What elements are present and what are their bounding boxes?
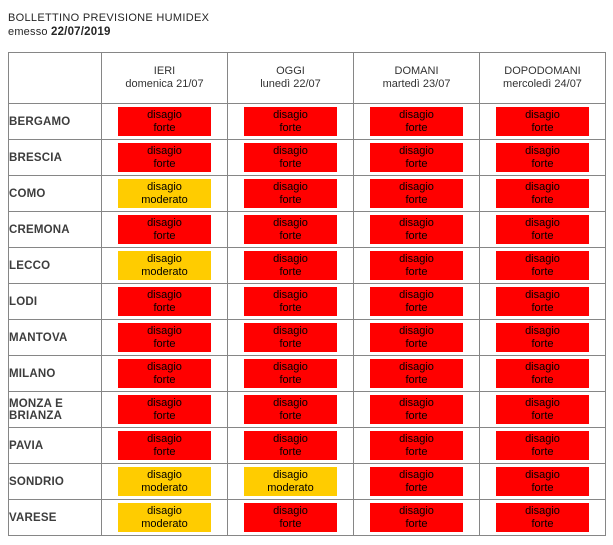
humidex-badge-forte bbox=[496, 107, 589, 136]
badge-line1: disagio bbox=[147, 109, 182, 121]
table-row bbox=[9, 320, 606, 356]
table-row bbox=[9, 428, 606, 464]
forecast-cell bbox=[480, 500, 606, 536]
badge-line2: forte bbox=[405, 302, 428, 314]
badge-line2: forte bbox=[279, 122, 302, 134]
badge-line1: disagio bbox=[147, 289, 182, 301]
badge-line1: disagio bbox=[399, 505, 434, 517]
forecast-table-body bbox=[9, 104, 606, 536]
humidex-badge-forte bbox=[496, 287, 589, 316]
humidex-badge-forte bbox=[370, 503, 463, 532]
forecast-cell bbox=[102, 212, 228, 248]
badge-line1: disagio bbox=[273, 289, 308, 301]
badge-line2: forte bbox=[531, 122, 554, 134]
badge-line1: disagio bbox=[525, 505, 560, 517]
province-label: SONDRIO bbox=[9, 464, 102, 500]
badge-line1: disagio bbox=[399, 217, 434, 229]
badge-line1: disagio bbox=[273, 217, 308, 229]
badge-line2: forte bbox=[531, 302, 554, 314]
badge-line2: forte bbox=[531, 338, 554, 350]
forecast-cell bbox=[228, 140, 354, 176]
issued-line bbox=[8, 25, 613, 39]
table-row bbox=[9, 356, 606, 392]
table-row bbox=[9, 140, 606, 176]
badge-line1: disagio bbox=[273, 469, 308, 481]
badge-line2: forte bbox=[153, 158, 176, 170]
badge-line1: disagio bbox=[273, 253, 308, 265]
forecast-cell bbox=[354, 140, 480, 176]
badge-line1: disagio bbox=[399, 361, 434, 373]
forecast-cell bbox=[480, 320, 606, 356]
humidex-badge-forte bbox=[496, 503, 589, 532]
table-row bbox=[9, 104, 606, 140]
humidex-badge-forte bbox=[244, 503, 337, 532]
badge-line1: disagio bbox=[273, 109, 308, 121]
badge-line2: forte bbox=[531, 158, 554, 170]
badge-line2: forte bbox=[405, 518, 428, 530]
humidex-badge-moderato bbox=[118, 503, 211, 532]
humidex-badge-forte bbox=[118, 323, 211, 352]
humidex-badge-forte bbox=[496, 143, 589, 172]
badge-line2: forte bbox=[153, 338, 176, 350]
humidex-badge-forte bbox=[244, 431, 337, 460]
humidex-badge-forte bbox=[496, 179, 589, 208]
badge-line1: disagio bbox=[399, 397, 434, 409]
badge-line1: disagio bbox=[525, 109, 560, 121]
badge-line1: disagio bbox=[399, 289, 434, 301]
province-label: CREMONA bbox=[9, 212, 102, 248]
badge-line2: forte bbox=[153, 230, 176, 242]
badge-line2: forte bbox=[405, 122, 428, 134]
badge-line2: moderato bbox=[267, 482, 314, 494]
forecast-cell bbox=[102, 140, 228, 176]
badge-line2: forte bbox=[531, 518, 554, 530]
humidex-badge-forte bbox=[244, 395, 337, 424]
badge-line1: disagio bbox=[525, 397, 560, 409]
badge-line2: forte bbox=[531, 374, 554, 386]
humidex-badge-forte bbox=[496, 215, 589, 244]
badge-line1: disagio bbox=[399, 181, 434, 193]
humidex-badge-forte bbox=[118, 215, 211, 244]
badge-line2: forte bbox=[279, 266, 302, 278]
forecast-cell bbox=[228, 212, 354, 248]
column-header-oggi bbox=[228, 53, 354, 104]
badge-line1: disagio bbox=[147, 433, 182, 445]
province-label: LECCO bbox=[9, 248, 102, 284]
day-date: martedì 23/07 bbox=[382, 78, 451, 90]
humidex-badge-forte bbox=[496, 467, 589, 496]
forecast-cell bbox=[228, 500, 354, 536]
badge-line1: disagio bbox=[147, 505, 182, 517]
column-header-ieri bbox=[102, 53, 228, 104]
badge-line2: forte bbox=[405, 158, 428, 170]
bulletin-title: BOLLETTINO PREVISIONE HUMIDEX bbox=[8, 12, 210, 24]
forecast-cell bbox=[354, 464, 480, 500]
humidex-badge-forte bbox=[370, 287, 463, 316]
day-label: IERI bbox=[153, 65, 176, 77]
humidex-badge-moderato bbox=[244, 467, 337, 496]
forecast-cell bbox=[354, 104, 480, 140]
forecast-cell bbox=[228, 356, 354, 392]
humidex-badge-forte bbox=[244, 179, 337, 208]
forecast-cell bbox=[354, 284, 480, 320]
badge-line1: disagio bbox=[399, 469, 434, 481]
badge-line2: forte bbox=[531, 266, 554, 278]
humidex-badge-forte bbox=[244, 251, 337, 280]
badge-line1: disagio bbox=[399, 325, 434, 337]
humidex-badge-forte bbox=[370, 143, 463, 172]
humidex-badge-forte bbox=[370, 467, 463, 496]
province-label: BERGAMO bbox=[9, 104, 102, 140]
forecast-cell bbox=[228, 284, 354, 320]
humidex-badge-forte bbox=[496, 431, 589, 460]
badge-line2: forte bbox=[405, 410, 428, 422]
badge-line1: disagio bbox=[273, 397, 308, 409]
forecast-cell bbox=[228, 392, 354, 428]
humidex-badge-forte bbox=[118, 359, 211, 388]
badge-line2: forte bbox=[405, 374, 428, 386]
forecast-cell bbox=[480, 212, 606, 248]
humidex-badge-forte bbox=[244, 143, 337, 172]
table-row bbox=[9, 464, 606, 500]
humidex-badge-forte bbox=[244, 107, 337, 136]
humidex-badge-forte bbox=[370, 215, 463, 244]
humidex-badge-forte bbox=[370, 431, 463, 460]
badge-line2: forte bbox=[279, 230, 302, 242]
humidex-badge-forte bbox=[496, 395, 589, 424]
badge-line1: disagio bbox=[147, 253, 182, 265]
badge-line1: disagio bbox=[147, 217, 182, 229]
badge-line2: forte bbox=[153, 302, 176, 314]
badge-line1: disagio bbox=[399, 433, 434, 445]
forecast-cell bbox=[102, 284, 228, 320]
forecast-cell bbox=[228, 320, 354, 356]
badge-line2: forte bbox=[153, 410, 176, 422]
badge-line2: forte bbox=[153, 374, 176, 386]
forecast-cell bbox=[354, 392, 480, 428]
column-header-domani bbox=[354, 53, 480, 104]
forecast-cell bbox=[480, 104, 606, 140]
forecast-cell bbox=[354, 176, 480, 212]
province-label: VARESE bbox=[9, 500, 102, 536]
forecast-cell bbox=[102, 320, 228, 356]
badge-line2: forte bbox=[279, 446, 302, 458]
corner-cell bbox=[9, 53, 102, 104]
badge-line2: forte bbox=[153, 122, 176, 134]
table-row bbox=[9, 500, 606, 536]
badge-line1: disagio bbox=[399, 109, 434, 121]
province-label: COMO bbox=[9, 176, 102, 212]
forecast-cell bbox=[480, 284, 606, 320]
badge-line1: disagio bbox=[399, 145, 434, 157]
badge-line1: disagio bbox=[273, 505, 308, 517]
forecast-cell bbox=[102, 428, 228, 464]
forecast-cell bbox=[354, 212, 480, 248]
badge-line1: disagio bbox=[273, 433, 308, 445]
forecast-cell bbox=[480, 176, 606, 212]
day-label: DOPODOMANI bbox=[504, 65, 581, 77]
badge-line1: disagio bbox=[525, 181, 560, 193]
humidex-badge-forte bbox=[244, 215, 337, 244]
day-label: OGGI bbox=[276, 65, 305, 77]
humidex-badge-forte bbox=[496, 251, 589, 280]
humidex-badge-moderato bbox=[118, 179, 211, 208]
forecast-cell bbox=[354, 356, 480, 392]
badge-line1: disagio bbox=[525, 469, 560, 481]
humidex-badge-forte bbox=[370, 359, 463, 388]
forecast-cell bbox=[354, 320, 480, 356]
humidex-badge-forte bbox=[496, 359, 589, 388]
forecast-table-head bbox=[9, 53, 606, 104]
humidex-badge-forte bbox=[118, 107, 211, 136]
badge-line2: forte bbox=[531, 446, 554, 458]
badge-line2: forte bbox=[531, 230, 554, 242]
forecast-cell bbox=[228, 428, 354, 464]
badge-line1: disagio bbox=[147, 361, 182, 373]
badge-line2: forte bbox=[405, 194, 428, 206]
badge-line2: moderato bbox=[141, 518, 188, 530]
badge-line2: moderato bbox=[141, 266, 188, 278]
badge-line2: moderato bbox=[141, 194, 188, 206]
forecast-cell bbox=[102, 500, 228, 536]
humidex-badge-moderato bbox=[118, 251, 211, 280]
forecast-cell bbox=[480, 392, 606, 428]
humidex-badge-forte bbox=[496, 323, 589, 352]
badge-line2: forte bbox=[279, 302, 302, 314]
badge-line1: disagio bbox=[525, 433, 560, 445]
badge-line2: forte bbox=[279, 374, 302, 386]
forecast-cell bbox=[480, 464, 606, 500]
forecast-cell bbox=[480, 428, 606, 464]
badge-line2: forte bbox=[279, 338, 302, 350]
badge-line1: disagio bbox=[147, 325, 182, 337]
badge-line2: forte bbox=[405, 266, 428, 278]
humidex-badge-forte bbox=[244, 287, 337, 316]
forecast-cell bbox=[102, 248, 228, 284]
day-label: DOMANI bbox=[394, 65, 439, 77]
humidex-badge-forte bbox=[370, 323, 463, 352]
humidex-badge-forte bbox=[244, 359, 337, 388]
forecast-cell bbox=[102, 176, 228, 212]
humidex-badge-forte bbox=[118, 431, 211, 460]
forecast-cell bbox=[102, 464, 228, 500]
badge-line1: disagio bbox=[525, 253, 560, 265]
humidex-badge-forte bbox=[370, 395, 463, 424]
forecast-cell bbox=[480, 248, 606, 284]
badge-line2: forte bbox=[279, 194, 302, 206]
humidex-badge-forte bbox=[118, 287, 211, 316]
day-date: domenica 21/07 bbox=[125, 78, 204, 90]
forecast-cell bbox=[354, 248, 480, 284]
table-row bbox=[9, 284, 606, 320]
badge-line2: moderato bbox=[141, 482, 188, 494]
badge-line1: disagio bbox=[273, 325, 308, 337]
province-label: BRESCIA bbox=[9, 140, 102, 176]
badge-line2: forte bbox=[531, 194, 554, 206]
humidex-badge-forte bbox=[244, 323, 337, 352]
badge-line1: disagio bbox=[525, 325, 560, 337]
day-date: lunedì 22/07 bbox=[260, 78, 321, 90]
table-row bbox=[9, 176, 606, 212]
badge-line1: disagio bbox=[147, 469, 182, 481]
humidex-badge-forte bbox=[118, 395, 211, 424]
forecast-cell bbox=[480, 356, 606, 392]
forecast-cell bbox=[102, 392, 228, 428]
humidex-badge-forte bbox=[118, 143, 211, 172]
badge-line1: disagio bbox=[147, 397, 182, 409]
badge-line1: disagio bbox=[273, 145, 308, 157]
province-label: PAVIA bbox=[9, 428, 102, 464]
humidex-badge-moderato bbox=[118, 467, 211, 496]
badge-line1: disagio bbox=[525, 217, 560, 229]
issued-date: 22/07/2019 bbox=[50, 26, 111, 38]
table-row bbox=[9, 212, 606, 248]
badge-line1: disagio bbox=[273, 361, 308, 373]
forecast-cell bbox=[102, 356, 228, 392]
header-row bbox=[9, 53, 606, 104]
forecast-cell bbox=[354, 428, 480, 464]
badge-line2: forte bbox=[279, 158, 302, 170]
forecast-cell bbox=[228, 248, 354, 284]
badge-line2: forte bbox=[279, 518, 302, 530]
humidex-badge-forte bbox=[370, 179, 463, 208]
day-date: mercoledì 24/07 bbox=[503, 78, 582, 90]
badge-line1: disagio bbox=[147, 145, 182, 157]
humidex-forecast-table bbox=[8, 52, 606, 536]
forecast-cell bbox=[228, 464, 354, 500]
badge-line1: disagio bbox=[525, 361, 560, 373]
badge-line1: disagio bbox=[147, 181, 182, 193]
badge-line2: forte bbox=[153, 446, 176, 458]
province-label: MONZA E BRIANZA bbox=[9, 392, 102, 428]
forecast-cell bbox=[228, 176, 354, 212]
column-header-dopodomani bbox=[480, 53, 606, 104]
forecast-cell bbox=[102, 104, 228, 140]
badge-line2: forte bbox=[405, 230, 428, 242]
badge-line1: disagio bbox=[525, 289, 560, 301]
issued-label: emesso bbox=[8, 26, 48, 38]
humidex-badge-forte bbox=[370, 107, 463, 136]
badge-line1: disagio bbox=[273, 181, 308, 193]
province-label: MILANO bbox=[9, 356, 102, 392]
badge-line2: forte bbox=[405, 446, 428, 458]
badge-line1: disagio bbox=[399, 253, 434, 265]
badge-line1: disagio bbox=[525, 145, 560, 157]
table-row bbox=[9, 392, 606, 428]
badge-line2: forte bbox=[531, 410, 554, 422]
table-row bbox=[9, 248, 606, 284]
badge-line2: forte bbox=[405, 482, 428, 494]
province-label: LODI bbox=[9, 284, 102, 320]
badge-line2: forte bbox=[405, 338, 428, 350]
badge-line2: forte bbox=[531, 482, 554, 494]
forecast-cell bbox=[480, 140, 606, 176]
forecast-cell bbox=[354, 500, 480, 536]
province-label: MANTOVA bbox=[9, 320, 102, 356]
humidex-badge-forte bbox=[370, 251, 463, 280]
badge-line2: forte bbox=[279, 410, 302, 422]
forecast-cell bbox=[228, 104, 354, 140]
